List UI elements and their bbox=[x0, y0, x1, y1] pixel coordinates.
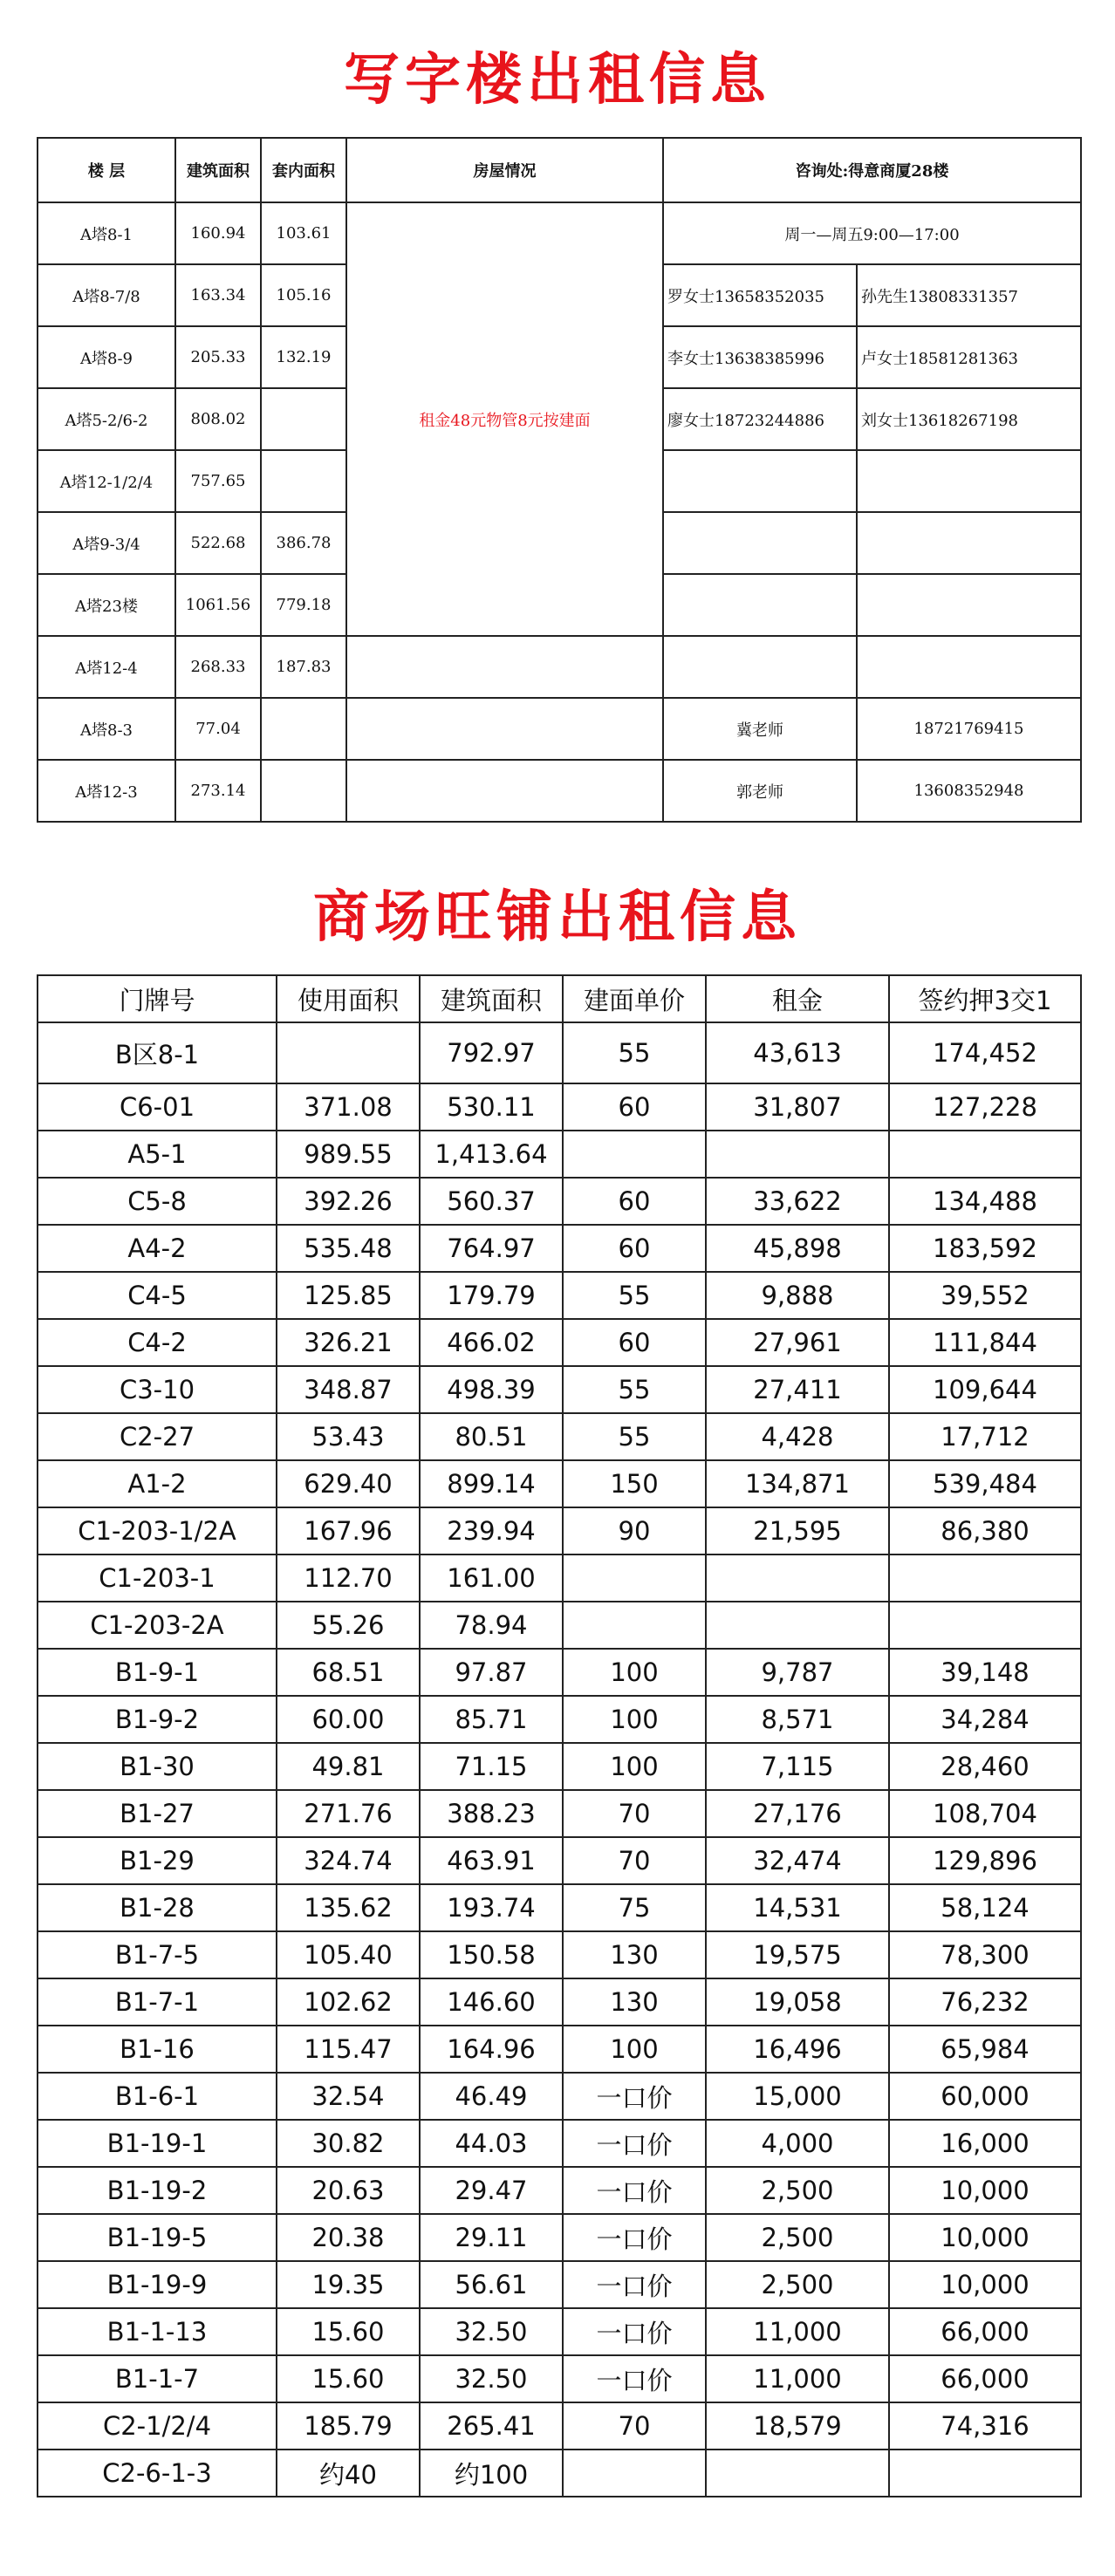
header-deposit: 签约押3交1 bbox=[889, 975, 1081, 1022]
usable-area-cell: 30.82 bbox=[277, 2120, 420, 2167]
rent-cell: 8,571 bbox=[706, 1696, 889, 1743]
office-inner-area-cell: 779.18 bbox=[261, 574, 346, 636]
build-area-cell: 560.37 bbox=[420, 1178, 563, 1225]
office-build-area-cell: 757.65 bbox=[175, 450, 261, 512]
deposit-cell bbox=[889, 1131, 1081, 1178]
contact-cell-empty bbox=[663, 636, 857, 698]
office-build-area-cell: 808.02 bbox=[175, 388, 261, 450]
rent-cell: 134,871 bbox=[706, 1460, 889, 1507]
office-floor-cell: A塔12-3 bbox=[38, 760, 175, 822]
build-area-cell: 498.39 bbox=[420, 1366, 563, 1413]
office-floor-cell: A塔8-7/8 bbox=[38, 264, 175, 326]
deposit-cell bbox=[889, 2450, 1081, 2497]
office-build-area-cell: 77.04 bbox=[175, 698, 261, 760]
unit-price-cell: 一口价 bbox=[563, 2167, 706, 2214]
office-inner-area-cell: 386.78 bbox=[261, 512, 346, 574]
office-floor-cell: A塔9-3/4 bbox=[38, 512, 175, 574]
unit-price-cell: 70 bbox=[563, 1837, 706, 1884]
office-inner-area-cell bbox=[261, 760, 346, 822]
unit-price-cell: 130 bbox=[563, 1931, 706, 1978]
rent-cell: 7,115 bbox=[706, 1743, 889, 1790]
rent-cell bbox=[706, 1131, 889, 1178]
door-number-cell: B1-16 bbox=[38, 2026, 277, 2073]
office-inner-area-cell: 187.83 bbox=[261, 636, 346, 698]
mall-row bbox=[38, 2167, 1081, 2214]
unit-price-cell: 一口价 bbox=[563, 2214, 706, 2261]
rent-cell: 9,888 bbox=[706, 1272, 889, 1319]
office-build-area-cell: 268.33 bbox=[175, 636, 261, 698]
usable-area-cell: 348.87 bbox=[277, 1366, 420, 1413]
office-build-area-cell: 273.14 bbox=[175, 760, 261, 822]
door-number-cell: C2-6-1-3 bbox=[38, 2450, 277, 2497]
rent-cell bbox=[706, 1602, 889, 1649]
contact-cell-empty bbox=[857, 574, 1081, 636]
rent-cell bbox=[706, 2450, 889, 2497]
office-floor-cell: A塔5-2/6-2 bbox=[38, 388, 175, 450]
office-row bbox=[38, 698, 1081, 760]
teacher-phone: 18721769415 bbox=[857, 698, 1081, 760]
usable-area-cell: 68.51 bbox=[277, 1649, 420, 1696]
mall-row bbox=[38, 1743, 1081, 1790]
door-number-cell: B1-1-7 bbox=[38, 2355, 277, 2402]
office-row bbox=[38, 760, 1081, 822]
unit-price-cell bbox=[563, 2450, 706, 2497]
rent-cell: 16,496 bbox=[706, 2026, 889, 2073]
office-condition-notice: 租金48元物管8元按建面 bbox=[346, 202, 663, 636]
office-inner-area-cell: 103.61 bbox=[261, 202, 346, 264]
usable-area-cell: 535.48 bbox=[277, 1225, 420, 1272]
deposit-cell: 66,000 bbox=[889, 2355, 1081, 2402]
rent-cell: 19,575 bbox=[706, 1931, 889, 1978]
build-area-cell: 44.03 bbox=[420, 2120, 563, 2167]
header-rent: 租金 bbox=[706, 975, 889, 1022]
office-inner-area-cell bbox=[261, 388, 346, 450]
build-area-cell: 29.11 bbox=[420, 2214, 563, 2261]
mall-rental-table bbox=[37, 974, 1082, 2497]
header-build-area: 建筑面积 bbox=[175, 138, 261, 202]
unit-price-cell: 150 bbox=[563, 1460, 706, 1507]
unit-price-cell: 55 bbox=[563, 1366, 706, 1413]
door-number-cell: B1-28 bbox=[38, 1884, 277, 1931]
rent-cell: 19,058 bbox=[706, 1978, 889, 2026]
office-floor-cell: A塔23楼 bbox=[38, 574, 175, 636]
door-number-cell: B1-19-5 bbox=[38, 2214, 277, 2261]
deposit-cell bbox=[889, 1554, 1081, 1602]
mall-row bbox=[38, 2355, 1081, 2402]
mall-row bbox=[38, 1978, 1081, 2026]
rent-cell: 2,500 bbox=[706, 2214, 889, 2261]
rent-cell: 45,898 bbox=[706, 1225, 889, 1272]
door-number-cell: B1-19-1 bbox=[38, 2120, 277, 2167]
build-area-cell: 29.47 bbox=[420, 2167, 563, 2214]
build-area-cell: 239.94 bbox=[420, 1507, 563, 1554]
mall-row bbox=[38, 2073, 1081, 2120]
build-area-cell: 792.97 bbox=[420, 1022, 563, 1083]
build-area-cell: 899.14 bbox=[420, 1460, 563, 1507]
unit-price-cell: 100 bbox=[563, 2026, 706, 2073]
unit-price-cell: 55 bbox=[563, 1022, 706, 1083]
unit-price-cell: 55 bbox=[563, 1272, 706, 1319]
deposit-cell: 66,000 bbox=[889, 2308, 1081, 2355]
unit-price-cell bbox=[563, 1131, 706, 1178]
mall-header-row bbox=[38, 975, 1081, 1022]
deposit-cell bbox=[889, 1602, 1081, 1649]
unit-price-cell: 130 bbox=[563, 1978, 706, 2026]
deposit-cell: 129,896 bbox=[889, 1837, 1081, 1884]
usable-area-cell: 32.54 bbox=[277, 2073, 420, 2120]
contact-cell-empty bbox=[663, 512, 857, 574]
build-area-cell: 164.96 bbox=[420, 2026, 563, 2073]
office-build-area-cell: 160.94 bbox=[175, 202, 261, 264]
unit-price-cell bbox=[563, 1554, 706, 1602]
rent-cell: 32,474 bbox=[706, 1837, 889, 1884]
unit-price-cell: 一口价 bbox=[563, 2073, 706, 2120]
build-area-cell: 179.79 bbox=[420, 1272, 563, 1319]
build-area-cell: 56.61 bbox=[420, 2261, 563, 2308]
deposit-cell: 34,284 bbox=[889, 1696, 1081, 1743]
deposit-cell: 111,844 bbox=[889, 1319, 1081, 1366]
header-door-number: 门牌号 bbox=[38, 975, 277, 1022]
unit-price-cell: 100 bbox=[563, 1649, 706, 1696]
unit-price-cell: 60 bbox=[563, 1178, 706, 1225]
usable-area-cell: 135.62 bbox=[277, 1884, 420, 1931]
deposit-cell: 109,644 bbox=[889, 1366, 1081, 1413]
header-usable-area: 使用面积 bbox=[277, 975, 420, 1022]
rent-cell: 33,622 bbox=[706, 1178, 889, 1225]
mall-row bbox=[38, 1460, 1081, 1507]
unit-price-cell: 一口价 bbox=[563, 2308, 706, 2355]
mall-row bbox=[38, 2450, 1081, 2497]
build-area-cell: 97.87 bbox=[420, 1649, 563, 1696]
contact-cell: 卢女士18581281363 bbox=[857, 326, 1081, 388]
rent-cell: 27,961 bbox=[706, 1319, 889, 1366]
build-area-cell: 85.71 bbox=[420, 1696, 563, 1743]
deposit-cell: 39,552 bbox=[889, 1272, 1081, 1319]
teacher-name: 郭老师 bbox=[663, 760, 857, 822]
door-number-cell: B1-9-2 bbox=[38, 1696, 277, 1743]
contact-cell: 罗女士13658352035 bbox=[663, 264, 857, 326]
door-number-cell: C3-10 bbox=[38, 1366, 277, 1413]
usable-area-cell: 53.43 bbox=[277, 1413, 420, 1460]
unit-price-cell: 55 bbox=[563, 1413, 706, 1460]
deposit-cell: 74,316 bbox=[889, 2402, 1081, 2450]
unit-price-cell: 一口价 bbox=[563, 2261, 706, 2308]
rent-cell: 31,807 bbox=[706, 1083, 889, 1131]
build-area-cell: 32.50 bbox=[420, 2308, 563, 2355]
rent-cell: 21,595 bbox=[706, 1507, 889, 1554]
rent-cell: 27,411 bbox=[706, 1366, 889, 1413]
mall-row bbox=[38, 1696, 1081, 1743]
header-build-area: 建筑面积 bbox=[420, 975, 563, 1022]
mall-row bbox=[38, 1884, 1081, 1931]
contact-cell-empty bbox=[663, 450, 857, 512]
door-number-cell: B区8-1 bbox=[38, 1022, 277, 1083]
unit-price-cell: 60 bbox=[563, 1083, 706, 1131]
mall-row bbox=[38, 1649, 1081, 1696]
door-number-cell: B1-7-1 bbox=[38, 1978, 277, 2026]
usable-area-cell: 105.40 bbox=[277, 1931, 420, 1978]
usable-area-cell: 167.96 bbox=[277, 1507, 420, 1554]
door-number-cell: B1-29 bbox=[38, 1837, 277, 1884]
office-row bbox=[38, 202, 1081, 264]
deposit-cell: 76,232 bbox=[889, 1978, 1081, 2026]
unit-price-cell: 100 bbox=[563, 1743, 706, 1790]
door-number-cell: A4-2 bbox=[38, 1225, 277, 1272]
header-inner-area: 套内面积 bbox=[261, 138, 346, 202]
door-number-cell: B1-6-1 bbox=[38, 2073, 277, 2120]
mall-row bbox=[38, 1131, 1081, 1178]
office-floor-cell: A塔12-4 bbox=[38, 636, 175, 698]
office-inner-area-cell: 132.19 bbox=[261, 326, 346, 388]
door-number-cell: A5-1 bbox=[38, 1131, 277, 1178]
build-area-cell: 约100 bbox=[420, 2450, 563, 2497]
mall-row bbox=[38, 2402, 1081, 2450]
door-number-cell: B1-30 bbox=[38, 1743, 277, 1790]
usable-area-cell bbox=[277, 1022, 420, 1083]
mall-row bbox=[38, 2308, 1081, 2355]
build-area-cell: 161.00 bbox=[420, 1554, 563, 1602]
build-area-cell: 764.97 bbox=[420, 1225, 563, 1272]
office-inner-area-cell bbox=[261, 698, 346, 760]
rent-cell: 9,787 bbox=[706, 1649, 889, 1696]
deposit-cell: 10,000 bbox=[889, 2167, 1081, 2214]
build-area-cell: 46.49 bbox=[420, 2073, 563, 2120]
mall-row bbox=[38, 1931, 1081, 1978]
deposit-cell: 183,592 bbox=[889, 1225, 1081, 1272]
mall-row bbox=[38, 1272, 1081, 1319]
rent-cell: 4,428 bbox=[706, 1413, 889, 1460]
deposit-cell: 28,460 bbox=[889, 1743, 1081, 1790]
build-area-cell: 32.50 bbox=[420, 2355, 563, 2402]
header-inquiry: 咨询处:得意商厦28楼 bbox=[663, 138, 1081, 202]
usable-area-cell: 约40 bbox=[277, 2450, 420, 2497]
unit-price-cell: 70 bbox=[563, 2402, 706, 2450]
build-area-cell: 466.02 bbox=[420, 1319, 563, 1366]
rent-cell bbox=[706, 1554, 889, 1602]
deposit-cell: 60,000 bbox=[889, 2073, 1081, 2120]
contact-cell: 廖女士18723244886 bbox=[663, 388, 857, 450]
unit-price-cell: 70 bbox=[563, 1790, 706, 1837]
door-number-cell: C6-01 bbox=[38, 1083, 277, 1131]
mall-row bbox=[38, 1366, 1081, 1413]
build-area-cell: 146.60 bbox=[420, 1978, 563, 2026]
usable-area-cell: 55.26 bbox=[277, 1602, 420, 1649]
mall-row bbox=[38, 1319, 1081, 1366]
usable-area-cell: 102.62 bbox=[277, 1978, 420, 2026]
mall-section-title: 商场旺铺出租信息 bbox=[313, 885, 802, 950]
office-floor-cell: A塔12-1/2/4 bbox=[38, 450, 175, 512]
rent-cell: 15,000 bbox=[706, 2073, 889, 2120]
header-condition: 房屋情况 bbox=[346, 138, 663, 202]
usable-area-cell: 15.60 bbox=[277, 2355, 420, 2402]
build-area-cell: 193.74 bbox=[420, 1884, 563, 1931]
door-number-cell: B1-1-13 bbox=[38, 2308, 277, 2355]
usable-area-cell: 392.26 bbox=[277, 1178, 420, 1225]
unit-price-cell: 100 bbox=[563, 1696, 706, 1743]
door-number-cell: B1-7-5 bbox=[38, 1931, 277, 1978]
rent-cell: 11,000 bbox=[706, 2308, 889, 2355]
usable-area-cell: 20.63 bbox=[277, 2167, 420, 2214]
deposit-cell: 78,300 bbox=[889, 1931, 1081, 1978]
build-area-cell: 80.51 bbox=[420, 1413, 563, 1460]
contact-cell: 孙先生13808331357 bbox=[857, 264, 1081, 326]
contact-cell: 刘女士13618267198 bbox=[857, 388, 1081, 450]
door-number-cell: C2-1/2/4 bbox=[38, 2402, 277, 2450]
deposit-cell: 58,124 bbox=[889, 1884, 1081, 1931]
mall-row bbox=[38, 1554, 1081, 1602]
door-number-cell: C4-2 bbox=[38, 1319, 277, 1366]
teacher-phone: 13608352948 bbox=[857, 760, 1081, 822]
deposit-cell: 10,000 bbox=[889, 2261, 1081, 2308]
contact-cell-empty bbox=[857, 450, 1081, 512]
rent-cell: 18,579 bbox=[706, 2402, 889, 2450]
rent-cell: 27,176 bbox=[706, 1790, 889, 1837]
office-row bbox=[38, 636, 1081, 698]
build-area-cell: 150.58 bbox=[420, 1931, 563, 1978]
deposit-cell: 17,712 bbox=[889, 1413, 1081, 1460]
office-header-row bbox=[38, 138, 1081, 202]
usable-area-cell: 19.35 bbox=[277, 2261, 420, 2308]
unit-price-cell: 60 bbox=[563, 1225, 706, 1272]
usable-area-cell: 20.38 bbox=[277, 2214, 420, 2261]
deposit-cell: 65,984 bbox=[889, 2026, 1081, 2073]
office-floor-cell: A塔8-9 bbox=[38, 326, 175, 388]
usable-area-cell: 324.74 bbox=[277, 1837, 420, 1884]
door-number-cell: C5-8 bbox=[38, 1178, 277, 1225]
usable-area-cell: 115.47 bbox=[277, 2026, 420, 2073]
door-number-cell: C1-203-2A bbox=[38, 1602, 277, 1649]
deposit-cell: 108,704 bbox=[889, 1790, 1081, 1837]
usable-area-cell: 60.00 bbox=[277, 1696, 420, 1743]
build-area-cell: 71.15 bbox=[420, 1743, 563, 1790]
office-hours: 周一—周五9:00—17:00 bbox=[663, 202, 1081, 264]
deposit-cell: 539,484 bbox=[889, 1460, 1081, 1507]
usable-area-cell: 125.85 bbox=[277, 1272, 420, 1319]
build-area-cell: 265.41 bbox=[420, 2402, 563, 2450]
unit-price-cell: 一口价 bbox=[563, 2120, 706, 2167]
mall-row bbox=[38, 2026, 1081, 2073]
usable-area-cell: 271.76 bbox=[277, 1790, 420, 1837]
usable-area-cell: 112.70 bbox=[277, 1554, 420, 1602]
mall-row bbox=[38, 1602, 1081, 1649]
usable-area-cell: 326.21 bbox=[277, 1319, 420, 1366]
office-condition-cell bbox=[346, 698, 663, 760]
build-area-cell: 463.91 bbox=[420, 1837, 563, 1884]
door-number-cell: C2-27 bbox=[38, 1413, 277, 1460]
build-area-cell: 78.94 bbox=[420, 1602, 563, 1649]
rent-cell: 14,531 bbox=[706, 1884, 889, 1931]
unit-price-cell: 一口价 bbox=[563, 2355, 706, 2402]
deposit-cell: 127,228 bbox=[889, 1083, 1081, 1131]
deposit-cell: 39,148 bbox=[889, 1649, 1081, 1696]
unit-price-cell: 75 bbox=[563, 1884, 706, 1931]
office-section-title: 写字楼出租信息 bbox=[344, 48, 771, 113]
office-build-area-cell: 163.34 bbox=[175, 264, 261, 326]
office-build-area-cell: 522.68 bbox=[175, 512, 261, 574]
contact-cell: 李女士13638385996 bbox=[663, 326, 857, 388]
door-number-cell: C4-5 bbox=[38, 1272, 277, 1319]
usable-area-cell: 185.79 bbox=[277, 2402, 420, 2450]
usable-area-cell: 49.81 bbox=[277, 1743, 420, 1790]
mall-row bbox=[38, 1083, 1081, 1131]
door-number-cell: A1-2 bbox=[38, 1460, 277, 1507]
door-number-cell: B1-9-1 bbox=[38, 1649, 277, 1696]
deposit-cell: 134,488 bbox=[889, 1178, 1081, 1225]
header-unit-price: 建面单价 bbox=[563, 975, 706, 1022]
rent-cell: 2,500 bbox=[706, 2167, 889, 2214]
office-build-area-cell: 1061.56 bbox=[175, 574, 261, 636]
contact-cell-empty bbox=[857, 636, 1081, 698]
door-number-cell: C1-203-1 bbox=[38, 1554, 277, 1602]
contact-cell-empty bbox=[857, 512, 1081, 574]
mall-row bbox=[38, 2214, 1081, 2261]
rent-cell: 11,000 bbox=[706, 2355, 889, 2402]
rent-cell: 2,500 bbox=[706, 2261, 889, 2308]
deposit-cell: 10,000 bbox=[889, 2214, 1081, 2261]
mall-row bbox=[38, 1837, 1081, 1884]
mall-row bbox=[38, 1178, 1081, 1225]
unit-price-cell bbox=[563, 1602, 706, 1649]
unit-price-cell: 60 bbox=[563, 1319, 706, 1366]
office-inner-area-cell bbox=[261, 450, 346, 512]
office-condition-cell bbox=[346, 636, 663, 698]
door-number-cell: B1-19-9 bbox=[38, 2261, 277, 2308]
mall-row bbox=[38, 1225, 1081, 1272]
rent-cell: 43,613 bbox=[706, 1022, 889, 1083]
teacher-name: 冀老师 bbox=[663, 698, 857, 760]
header-floor: 楼 层 bbox=[38, 138, 175, 202]
build-area-cell: 388.23 bbox=[420, 1790, 563, 1837]
rent-cell: 4,000 bbox=[706, 2120, 889, 2167]
unit-price-cell: 90 bbox=[563, 1507, 706, 1554]
mall-row bbox=[38, 1790, 1081, 1837]
door-number-cell: B1-19-2 bbox=[38, 2167, 277, 2214]
office-floor-cell: A塔8-3 bbox=[38, 698, 175, 760]
build-area-cell: 530.11 bbox=[420, 1083, 563, 1131]
usable-area-cell: 15.60 bbox=[277, 2308, 420, 2355]
usable-area-cell: 371.08 bbox=[277, 1083, 420, 1131]
door-number-cell: B1-27 bbox=[38, 1790, 277, 1837]
office-rental-table bbox=[37, 137, 1082, 823]
office-build-area-cell: 205.33 bbox=[175, 326, 261, 388]
office-condition-cell bbox=[346, 760, 663, 822]
door-number-cell: C1-203-1/2A bbox=[38, 1507, 277, 1554]
usable-area-cell: 989.55 bbox=[277, 1131, 420, 1178]
mall-row bbox=[38, 1507, 1081, 1554]
usable-area-cell: 629.40 bbox=[277, 1460, 420, 1507]
office-inner-area-cell: 105.16 bbox=[261, 264, 346, 326]
deposit-cell: 16,000 bbox=[889, 2120, 1081, 2167]
deposit-cell: 174,452 bbox=[889, 1022, 1081, 1083]
build-area-cell: 1,413.64 bbox=[420, 1131, 563, 1178]
mall-row bbox=[38, 2120, 1081, 2167]
mall-row bbox=[38, 2261, 1081, 2308]
contact-cell-empty bbox=[663, 574, 857, 636]
deposit-cell: 86,380 bbox=[889, 1507, 1081, 1554]
mall-row bbox=[38, 1413, 1081, 1460]
mall-row bbox=[38, 1022, 1081, 1083]
office-floor-cell: A塔8-1 bbox=[38, 202, 175, 264]
